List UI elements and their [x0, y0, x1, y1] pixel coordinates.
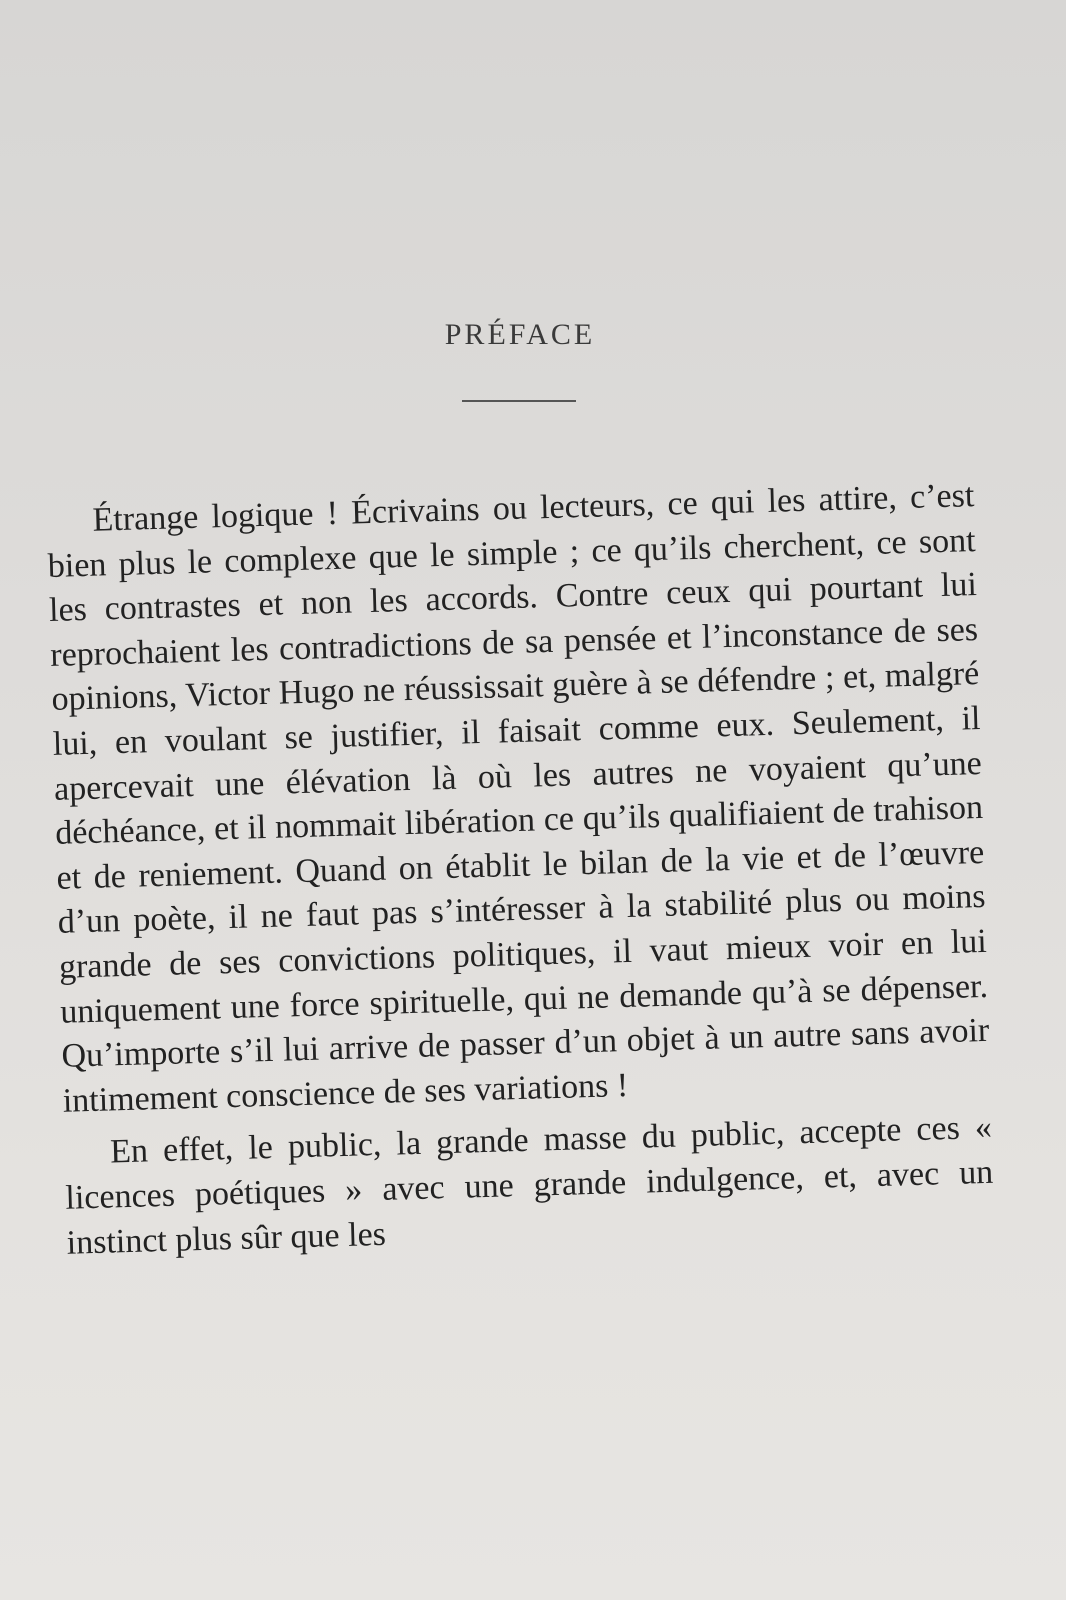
page-body: [46, 474, 995, 1266]
page-title: PRÉFACE: [444, 318, 596, 351]
paragraph-indent: [65, 1163, 111, 1164]
paragraph-1-text: Étrange logique ! Écrivains ou lecteurs, ce qui les attire, c’est bien plus le complexe que le simple ; ce qu’ils cherchent, ce sont les contrastes et non les accords. Contre ceux qui pourtant lui reprochaient les contradictions de sa pensée et l’inconstance de ses opinions, Victor Hugo ne réussissait guère à se défendre ; et, malgré lui, en voulant se justifier, il faisait comme eux. Seulement, il apercevait une élévation là où les autres ne voyaient qu’une déchéance, et il nommait libération ce qu’ils qualifiaient de trahison et de reniement. Quand on établit le bilan de la vie et de l’œuvre d’un poète, il ne faut pas s’intéresser à la stabilité plus ou moins grande de ses convictions politiques, il vaut mieux voir en lui uniquement une force spirituelle, qui ne demande qu’à se dépenser. Qu’importe s’il lui arrive de passer d’un objet à un autre sans avoir intimement conscience de ses variations !: [47, 477, 990, 1120]
paragraph-2-text: En effet, le public, la grande masse du public, accepte ces « licences poétiques » avec une grande indulgence, et, avec un instinct plus sûr que les: [64, 1109, 994, 1262]
paragraph-indent: [47, 531, 93, 532]
title-rule: [462, 400, 576, 402]
paragraph-2: [64, 1106, 995, 1266]
paragraph-1: [46, 474, 991, 1124]
